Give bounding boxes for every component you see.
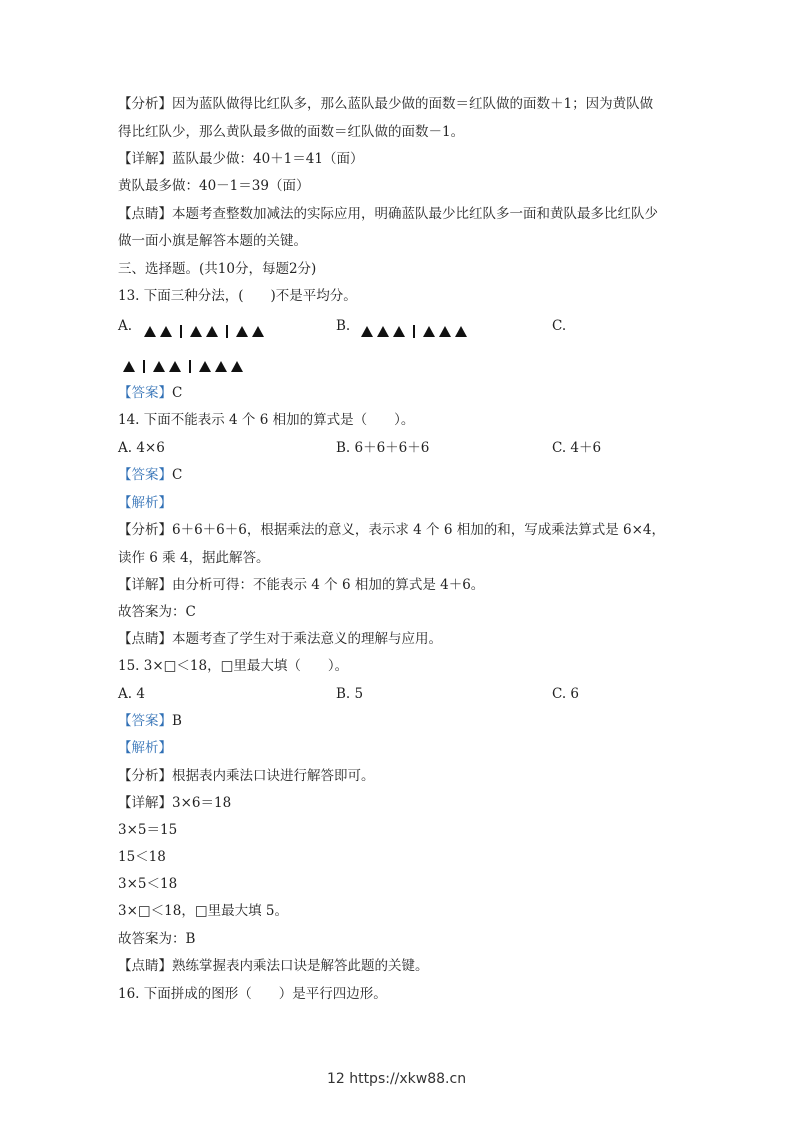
text-line: 3×□＜18，□里最大填 5。 bbox=[118, 903, 288, 919]
triangle-icon bbox=[123, 361, 135, 372]
answer-value: C bbox=[172, 467, 183, 483]
triangle-icon bbox=[160, 326, 172, 337]
triangle-icon bbox=[231, 361, 243, 372]
text-line: 得比红队少，那么黄队最多做的面数＝红队做的面数－1。 bbox=[118, 124, 465, 140]
analysis-tag: 【解析】 bbox=[118, 495, 172, 511]
option-c: C. 6 bbox=[552, 686, 580, 702]
text-line: 【点睛】熟练掌握表内乘法口诀是解答此题的关键。 bbox=[118, 958, 429, 974]
option-a: A. 4 bbox=[118, 686, 145, 702]
text-line: 【点睛】本题考查了学生对于乘法意义的理解与应用。 bbox=[118, 631, 442, 647]
option-b: B. 6＋6＋6＋6 bbox=[336, 440, 430, 456]
text-line: 【分析】根据表内乘法口诀进行解答即可。 bbox=[118, 768, 375, 784]
section-heading: 三、选择题。(共10分，每题2分) bbox=[118, 261, 317, 277]
text-line: 3×5＝15 bbox=[118, 822, 178, 838]
text-line: 3×5＜18 bbox=[118, 876, 178, 892]
answer-tag: 【答案】 bbox=[118, 385, 172, 401]
triangle-icon bbox=[215, 361, 227, 372]
question-14-stem: 14. 下面不能表示 4 个 6 相加的算式是（ ）。 bbox=[118, 412, 415, 428]
triangle-icon bbox=[393, 326, 405, 337]
triangle-icon bbox=[455, 326, 467, 337]
text-line: 【详解】由分析可得：不能表示 4 个 6 相加的算式是 4＋6。 bbox=[118, 577, 485, 593]
triangle-icon bbox=[153, 361, 165, 372]
divider-bar bbox=[226, 325, 228, 338]
option-b: B. 5 bbox=[336, 686, 364, 702]
text-line: 【分析】因为蓝队做得比红队多，那么蓝队最少做的面数＝红队做的面数＋1；因为黄队做 bbox=[118, 96, 654, 112]
triangle-icon bbox=[236, 326, 248, 337]
option-c-figure bbox=[123, 356, 247, 375]
text-line: 黄队最多做：40－1＝39（面） bbox=[118, 178, 310, 194]
option-b-figure bbox=[361, 321, 471, 340]
answer-line bbox=[118, 466, 182, 484]
answer-value: B bbox=[172, 713, 182, 729]
divider-bar bbox=[180, 325, 182, 338]
triangle-icon bbox=[190, 326, 202, 337]
answer-line bbox=[118, 712, 182, 730]
triangle-icon bbox=[377, 326, 389, 337]
answer-tag: 【答案】 bbox=[118, 713, 172, 729]
triangle-icon bbox=[144, 326, 156, 337]
option-b-label: B. bbox=[336, 318, 351, 334]
text-line: 读作 6 乘 4，据此解答。 bbox=[118, 550, 270, 566]
text-line: 做一面小旗是解答本题的关键。 bbox=[118, 233, 307, 249]
text-line: 【点睛】本题考查整数加减法的实际应用，明确蓝队最少比红队多一面和黄队最多比红队少 bbox=[118, 206, 658, 222]
option-a-label: A. bbox=[118, 318, 133, 334]
option-c-label: C. bbox=[552, 318, 567, 334]
text-line: 【详解】3×6＝18 bbox=[118, 795, 232, 811]
option-a: A. 4×6 bbox=[118, 440, 165, 456]
option-c: C. 4＋6 bbox=[552, 440, 602, 456]
text-line: 【详解】蓝队最少做：40＋1＝41（面） bbox=[118, 151, 364, 167]
triangle-icon bbox=[206, 326, 218, 337]
option-a-figure bbox=[144, 321, 268, 340]
divider-bar bbox=[143, 360, 145, 373]
text-line: 故答案为：B bbox=[118, 931, 196, 947]
triangle-icon bbox=[169, 361, 181, 372]
answer-line bbox=[118, 384, 182, 402]
triangle-icon bbox=[199, 361, 211, 372]
triangle-icon bbox=[439, 326, 451, 337]
text-line: 【分析】6＋6＋6＋6，根据乘法的意义，表示求 4 个 6 相加的和，写成乘法算式是 6×4， bbox=[118, 522, 665, 538]
divider-bar bbox=[189, 360, 191, 373]
answer-value: C bbox=[172, 385, 183, 401]
question-16-stem: 16. 下面拼成的图形（ ）是平行四边形。 bbox=[118, 986, 387, 1002]
triangle-icon bbox=[361, 326, 373, 337]
divider-bar bbox=[413, 325, 415, 338]
page-footer: 12 https://xkw88.cn bbox=[326, 1071, 467, 1087]
triangle-icon bbox=[252, 326, 264, 337]
triangle-icon bbox=[423, 326, 435, 337]
text-line: 故答案为：C bbox=[118, 604, 196, 620]
analysis-tag: 【解析】 bbox=[118, 740, 172, 756]
answer-tag: 【答案】 bbox=[118, 467, 172, 483]
question-13-stem: 13. 下面三种分法，( )不是平均分。 bbox=[118, 288, 357, 304]
text-line: 15＜18 bbox=[118, 849, 166, 865]
question-15-stem: 15. 3×□＜18，□里最大填（ ）。 bbox=[118, 658, 349, 674]
